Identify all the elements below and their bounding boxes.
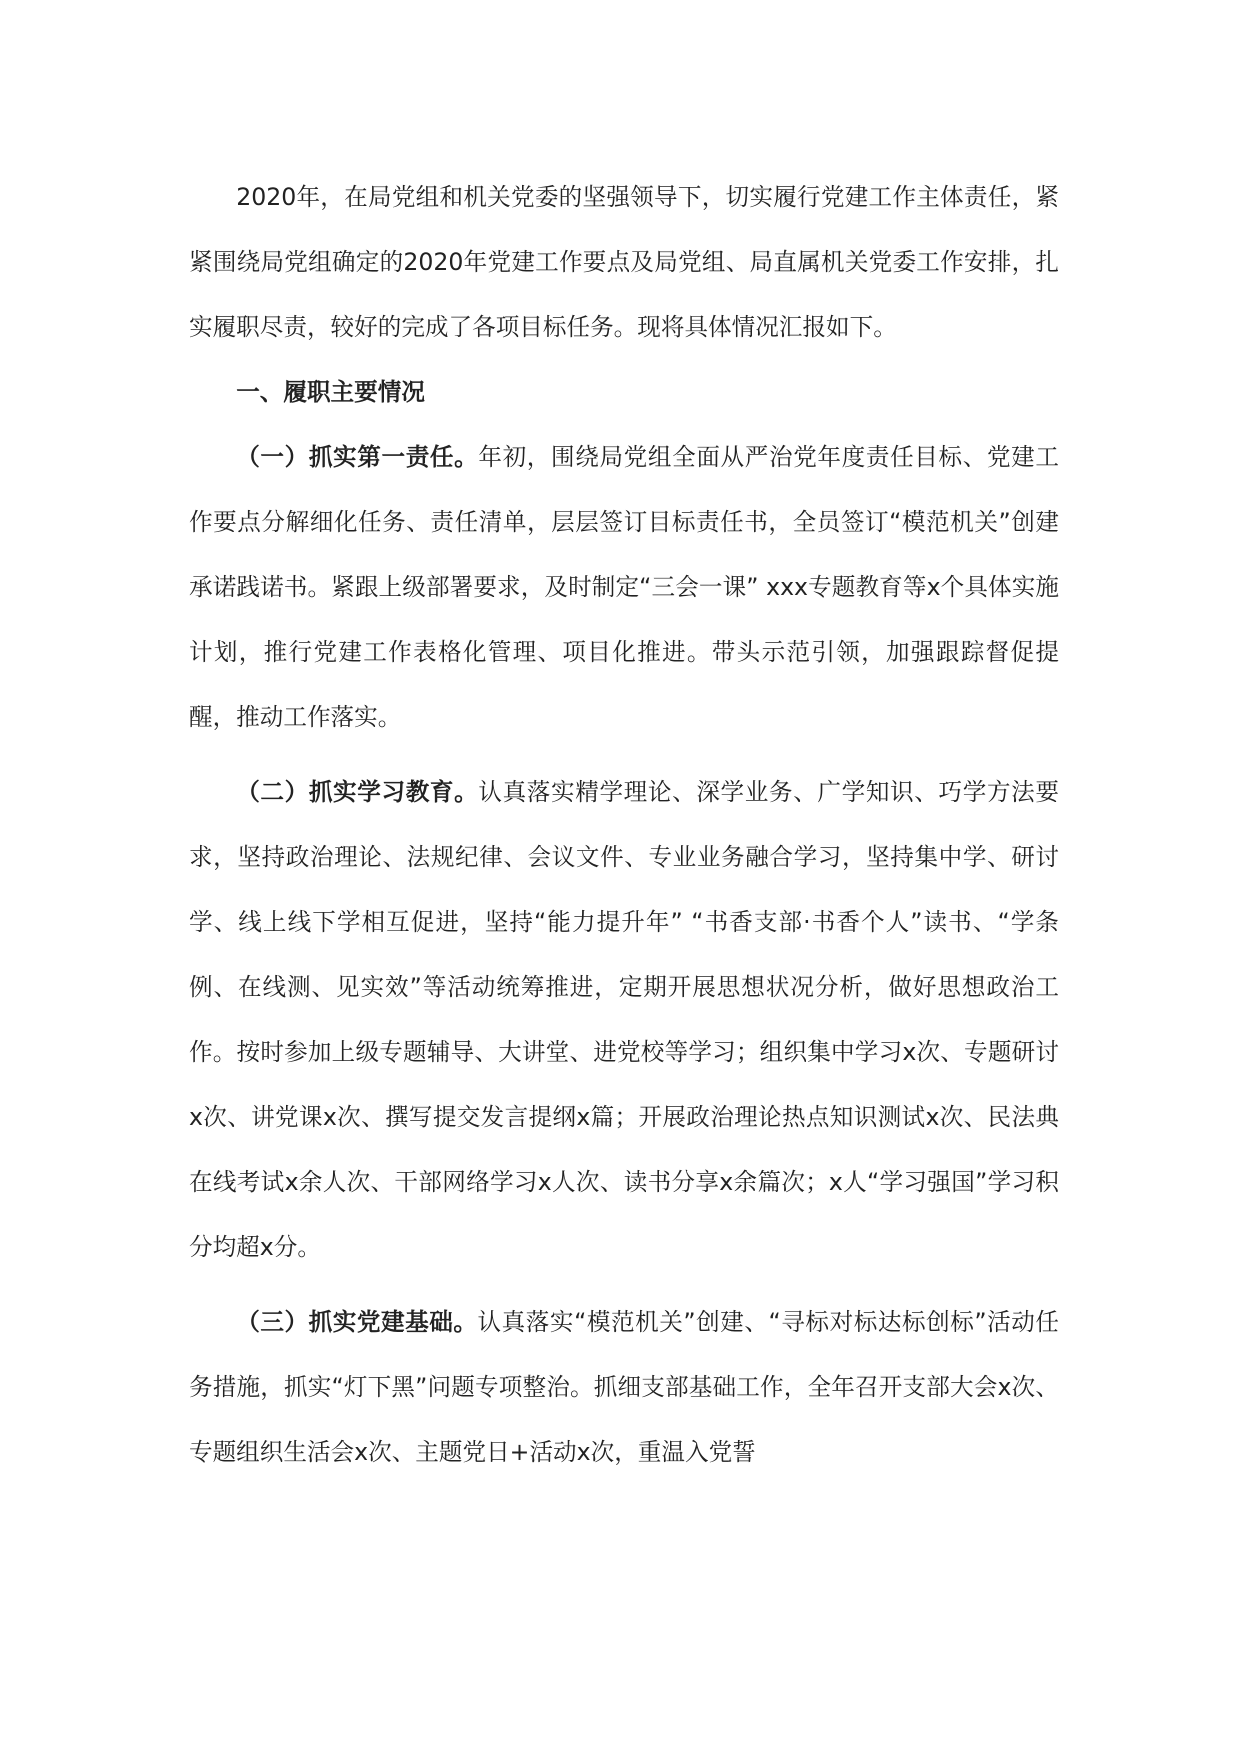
item3-lead: （三）抓实党建基础。 — [236, 1308, 478, 1336]
item1-body: 年初，围绕局党组全面从严治党年度责任目标、党建工作要点分解细化任务、责任清单，层层签订目标责任书，全员签订“模范机关”创建承诺践诺书。紧跟上级部署要求，及时制定“三会一课” xxx专题教育等x个具体实施计划，推行党建工作表格化管理、项目化推进。带头示范引领，加强跟踪督促提醒，推动工作落实。 — [189, 443, 1059, 731]
item1-lead: （一）抓实第一责任。 — [236, 443, 479, 471]
spacer — [189, 750, 1059, 760]
spacer — [189, 1280, 1059, 1290]
document-page — [189, 165, 1059, 1485]
item1-paragraph — [189, 425, 1059, 750]
item3-body: 认真落实“模范机关”创建、“寻标对标达标创标”活动任务措施，抓实“灯下黑”问题专项整治。抓细支部基础工作，全年召开支部大会x次、专题组织生活会x次、主题党日+活动x次，重温入党誓 — [189, 1308, 1059, 1466]
item2-lead: （二）抓实学习教育。 — [236, 778, 479, 806]
intro-paragraph: 2020年，在局党组和机关党委的坚强领导下，切实履行党建工作主体责任，紧紧围绕局党组确定的2020年党建工作要点及局党组、局直属机关党委工作安排，扎实履职尽责，较好的完成了各项目标任务。现将具体情况汇报如下。 — [189, 183, 1059, 341]
section-heading: 一、履职主要情况 — [236, 378, 425, 406]
item3-paragraph — [189, 1290, 1059, 1485]
item2-body: 认真落实精学理论、深学业务、广学知识、巧学方法要求，坚持政治理论、法规纪律、会议文件、专业业务融合学习，坚持集中学、研讨学、线上线下学相互促进，坚持“能力提升年” “书香支部·书香个人”读书、“学条例、在线测、见实效”等活动统筹推进，定期开展思想状况分析，做好思想政治工作。按时参加上级专题辅导、大讲堂、进党校等学习；组织集中学习x次、专题研讨x次、讲党课x次、撰写提交发言提纲x篇；开展政治理论热点知识测试x次、民法典在线考试x余人次、干部网络学习x人次、读书分享x余篇次；x人“学习强国”学习积分均超x分。 — [189, 778, 1059, 1261]
item2-paragraph — [189, 760, 1059, 1280]
